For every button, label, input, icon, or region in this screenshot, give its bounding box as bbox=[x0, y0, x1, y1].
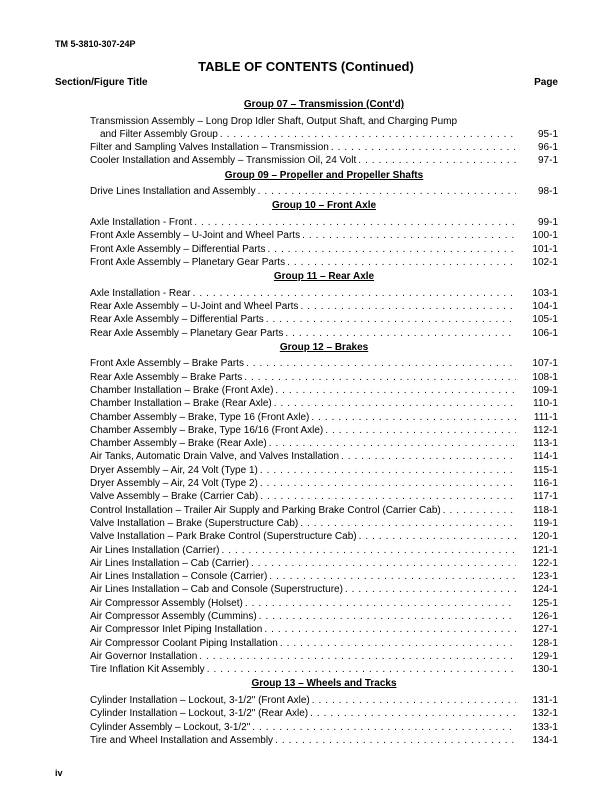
toc-entry[interactable] bbox=[90, 544, 558, 557]
toc-entry[interactable] bbox=[90, 610, 558, 623]
entry-title: Valve Installation – Brake (Superstructure Cab) bbox=[90, 517, 299, 529]
toc-entry[interactable] bbox=[90, 583, 558, 596]
entry-title: Air Lines Installation – Cab (Carrier) bbox=[90, 557, 249, 569]
entry-title: Tire Inflation Kit Assembly bbox=[90, 664, 205, 676]
toc-entry[interactable] bbox=[90, 650, 558, 663]
table-of-contents bbox=[90, 97, 558, 747]
entry-title: Front Axle Assembly – Planetary Gear Parts bbox=[90, 256, 286, 268]
entry-title: Air Compressor Assembly (Holset) bbox=[90, 597, 243, 609]
toc-entry[interactable] bbox=[90, 557, 558, 570]
entry-title: Transmission Assembly – Long Drop Idler Shaft, Output Shaft, and Charging Pump bbox=[90, 115, 458, 127]
toc-entry[interactable] bbox=[90, 300, 558, 313]
document-number: TM 5-3810-307-24P bbox=[55, 39, 136, 49]
group-heading: Group 11 – Rear Axle bbox=[273, 271, 375, 283]
entry-page: 130-1 bbox=[532, 664, 558, 676]
entry-page: 116-1 bbox=[533, 478, 558, 490]
entry-title: Axle Installation - Rear bbox=[90, 287, 191, 299]
dot-leader bbox=[244, 357, 516, 370]
dot-leader bbox=[265, 243, 516, 256]
entry-title: Dryer Assembly – Air, 24 Volt (Type 1) bbox=[90, 464, 258, 476]
dot-leader bbox=[191, 287, 516, 300]
toc-entry[interactable] bbox=[90, 530, 558, 543]
dot-leader bbox=[308, 707, 516, 720]
dot-leader bbox=[273, 734, 516, 747]
column-header-page: Page bbox=[534, 77, 558, 88]
toc-entry[interactable] bbox=[90, 694, 558, 707]
toc-entry[interactable] bbox=[90, 243, 558, 256]
toc-entry[interactable] bbox=[90, 154, 558, 167]
entry-title: Rear Axle Assembly – Differential Parts bbox=[90, 314, 264, 326]
dot-leader bbox=[309, 411, 516, 424]
entry-page: 132-1 bbox=[532, 708, 558, 720]
dot-leader bbox=[298, 300, 516, 313]
entry-title: Rear Axle Assembly – Planetary Gear Parts bbox=[90, 327, 284, 339]
entry-title: Axle Installation - Front bbox=[90, 216, 193, 228]
entry-page: 95-1 bbox=[537, 128, 558, 140]
toc-entry[interactable] bbox=[90, 424, 558, 437]
entry-page: 133-1 bbox=[532, 721, 558, 733]
dot-leader bbox=[283, 327, 516, 340]
entry-title: Rear Axle Assembly – Brake Parts bbox=[90, 371, 243, 383]
group-heading: Group 07 – Transmission (Cont'd) bbox=[243, 99, 405, 110]
dot-leader bbox=[258, 477, 516, 490]
entry-title-continuation: and Filter Assembly Group bbox=[100, 128, 218, 140]
entry-title: Filter and Sampling Valves Installation – Transmission bbox=[90, 142, 329, 154]
entry-page: 118-1 bbox=[533, 504, 558, 516]
toc-entry[interactable] bbox=[90, 464, 558, 477]
entry-page: 113-1 bbox=[533, 438, 558, 450]
entry-title: Valve Installation – Park Brake Control (Superstructure Cab) bbox=[90, 531, 357, 543]
toc-entry[interactable] bbox=[90, 185, 558, 198]
toc-entry[interactable] bbox=[90, 128, 558, 141]
dot-leader bbox=[267, 437, 516, 450]
entry-page: 108-1 bbox=[532, 371, 558, 383]
entry-page: 102-1 bbox=[532, 256, 558, 268]
group-heading: Group 09 – Propeller and Propeller Shafts bbox=[224, 169, 424, 181]
dot-leader bbox=[357, 530, 516, 543]
dot-leader bbox=[197, 650, 516, 663]
entry-page: 98-1 bbox=[537, 186, 558, 198]
toc-entry[interactable] bbox=[90, 504, 558, 517]
dot-leader bbox=[329, 141, 516, 154]
entry-page: 107-1 bbox=[532, 358, 558, 370]
toc-group bbox=[90, 269, 558, 340]
toc-entry[interactable] bbox=[90, 597, 558, 610]
dot-leader bbox=[257, 610, 516, 623]
dot-leader bbox=[258, 464, 516, 477]
entry-title: Drive Lines Installation and Assembly bbox=[90, 186, 256, 198]
dot-leader bbox=[258, 490, 516, 503]
dot-leader bbox=[310, 694, 516, 707]
dot-leader bbox=[205, 663, 516, 676]
entry-title: Front Axle Assembly – U-Joint and Wheel Parts bbox=[90, 230, 301, 242]
entry-page: 104-1 bbox=[532, 300, 558, 312]
toc-entry[interactable] bbox=[90, 287, 558, 300]
entry-page: 123-1 bbox=[532, 571, 558, 583]
entry-title: Cylinder Assembly – Lockout, 3-1/2" bbox=[90, 721, 251, 733]
dot-leader bbox=[343, 583, 516, 596]
entry-page: 128-1 bbox=[532, 637, 558, 649]
toc-entry[interactable] bbox=[90, 490, 558, 503]
toc-entry[interactable] bbox=[90, 313, 558, 326]
entry-title: Air Governor Installation bbox=[90, 650, 198, 662]
toc-entry[interactable] bbox=[90, 397, 558, 410]
toc-entry[interactable] bbox=[90, 721, 558, 734]
toc-entry[interactable] bbox=[90, 637, 558, 650]
entry-page: 125-1 bbox=[532, 597, 558, 609]
toc-entry[interactable] bbox=[90, 256, 558, 269]
entry-title: Front Axle Assembly – Brake Parts bbox=[90, 358, 244, 370]
dot-leader bbox=[220, 544, 517, 557]
entry-title: Chamber Assembly – Brake, Type 16/16 (Front Axle) bbox=[90, 424, 324, 436]
entry-page: 106-1 bbox=[532, 327, 558, 339]
entry-title: Air Tanks, Automatic Drain Valve, and Valves Installation bbox=[90, 451, 340, 463]
toc-group bbox=[90, 676, 558, 747]
toc-entry[interactable] bbox=[90, 141, 558, 154]
dot-leader bbox=[242, 371, 516, 384]
entry-title: Cylinder Installation – Lockout, 3-1/2" (Rear Axle) bbox=[90, 708, 309, 720]
dot-leader bbox=[441, 504, 516, 517]
toc-entry-line[interactable] bbox=[90, 115, 558, 128]
toc-entry[interactable] bbox=[90, 663, 558, 676]
group-heading: Group 13 – Wheels and Tracks bbox=[251, 678, 397, 690]
page-title: TABLE OF CONTENTS (Continued) bbox=[198, 59, 414, 74]
entry-page: 100-1 bbox=[532, 230, 558, 242]
entry-title: Chamber Assembly – Brake, Type 16 (Front Axle) bbox=[90, 411, 310, 423]
entry-title: Air Compressor Inlet Piping Installation bbox=[90, 624, 263, 636]
entry-title: Chamber Installation – Brake (Rear Axle) bbox=[90, 398, 272, 410]
toc-entry[interactable] bbox=[90, 327, 558, 340]
page-number: iv bbox=[55, 768, 63, 778]
dot-leader bbox=[192, 216, 516, 229]
entry-page: 121-1 bbox=[532, 544, 558, 556]
entry-page: 105-1 bbox=[532, 314, 558, 326]
dot-leader bbox=[243, 597, 516, 610]
dot-leader bbox=[298, 517, 516, 530]
entry-page: 112-1 bbox=[533, 424, 558, 436]
entry-page: 117-1 bbox=[533, 491, 558, 503]
toc-entry[interactable] bbox=[90, 216, 558, 229]
entry-page: 110-1 bbox=[533, 398, 558, 410]
toc-group bbox=[90, 340, 558, 677]
entry-page: 114-1 bbox=[533, 451, 558, 463]
toc-entry[interactable] bbox=[90, 371, 558, 384]
entry-title: Chamber Assembly – Brake (Rear Axle) bbox=[90, 438, 267, 450]
entry-page: 115-1 bbox=[533, 464, 558, 476]
dot-leader bbox=[218, 128, 516, 141]
toc-group bbox=[90, 198, 558, 269]
entry-page: 131-1 bbox=[532, 694, 558, 706]
toc-entry[interactable] bbox=[90, 357, 558, 370]
entry-page: 97-1 bbox=[537, 155, 558, 167]
entry-title: Chamber Installation – Brake (Front Axle) bbox=[90, 384, 274, 396]
entry-title: Air Lines Installation – Console (Carrier) bbox=[90, 571, 268, 583]
entry-title: Cylinder Installation – Lockout, 3-1/2" (Front Axle) bbox=[90, 694, 310, 706]
entry-title: Air Compressor Assembly (Cummins) bbox=[90, 611, 257, 622]
dot-leader bbox=[256, 185, 516, 198]
entry-page: 111-1 bbox=[533, 411, 558, 423]
entry-title: Air Lines Installation – Cab and Console (Superstructure) bbox=[90, 584, 343, 596]
toc-entry[interactable] bbox=[90, 384, 558, 397]
toc-entry[interactable] bbox=[90, 437, 558, 450]
entry-page: 122-1 bbox=[532, 557, 558, 569]
toc-entry[interactable] bbox=[90, 411, 558, 424]
entry-page: 127-1 bbox=[532, 624, 558, 636]
entry-title: Front Axle Assembly – Differential Parts bbox=[90, 243, 266, 255]
entry-title: Dryer Assembly – Air, 24 Volt (Type 2) bbox=[90, 478, 258, 490]
toc-group bbox=[90, 97, 558, 168]
toc-entry[interactable] bbox=[90, 229, 558, 242]
dot-leader bbox=[339, 450, 516, 463]
dot-leader bbox=[323, 424, 516, 437]
toc-entry[interactable] bbox=[90, 450, 558, 463]
group-heading: Group 12 – Brakes bbox=[279, 341, 369, 353]
entry-page: 120-1 bbox=[532, 531, 558, 543]
entry-page: 99-1 bbox=[537, 216, 558, 228]
entry-title: Control Installation – Trailer Air Supply and Parking Brake Control (Carrier Cab) bbox=[90, 504, 441, 516]
toc-group bbox=[90, 168, 558, 199]
entry-page: 101-1 bbox=[532, 243, 558, 255]
entry-title: Cooler Installation and Assembly – Transmission Oil, 24 Volt bbox=[90, 155, 357, 167]
entry-title: Rear Axle Assembly – U-Joint and Wheel Parts bbox=[90, 300, 299, 312]
dot-leader bbox=[356, 154, 516, 167]
dot-leader bbox=[300, 229, 516, 242]
entry-title: Air Compressor Coolant Piping Installation bbox=[90, 637, 278, 649]
group-heading: Group 10 – Front Axle bbox=[271, 200, 377, 212]
dot-leader bbox=[285, 256, 516, 269]
toc-entry[interactable] bbox=[90, 517, 558, 530]
dot-leader bbox=[250, 721, 516, 734]
entry-page: 96-1 bbox=[537, 142, 558, 154]
entry-page: 103-1 bbox=[532, 287, 558, 299]
entry-title: Air Lines Installation (Carrier) bbox=[90, 544, 220, 556]
dot-leader bbox=[273, 384, 516, 397]
toc-entry[interactable] bbox=[90, 623, 558, 636]
entry-title: Valve Assembly – Brake (Carrier Cab) bbox=[90, 491, 259, 503]
entry-page: 134-1 bbox=[532, 734, 558, 746]
dot-leader bbox=[249, 557, 516, 570]
entry-title: Tire and Wheel Installation and Assembly bbox=[90, 734, 274, 746]
dot-leader bbox=[272, 397, 516, 410]
entry-page: 126-1 bbox=[532, 611, 558, 622]
entry-page: 119-1 bbox=[533, 517, 558, 529]
toc-entry[interactable] bbox=[90, 570, 558, 583]
dot-leader bbox=[264, 313, 516, 326]
column-header-title: Section/Figure Title bbox=[55, 77, 148, 88]
toc-entry[interactable] bbox=[90, 734, 558, 747]
entry-page: 124-1 bbox=[532, 584, 558, 596]
toc-entry[interactable] bbox=[90, 477, 558, 490]
dot-leader bbox=[262, 623, 516, 636]
toc-entry[interactable] bbox=[90, 707, 558, 720]
entry-page: 129-1 bbox=[532, 650, 558, 662]
entry-page: 109-1 bbox=[532, 384, 558, 396]
dot-leader bbox=[267, 570, 516, 583]
dot-leader bbox=[278, 637, 516, 650]
